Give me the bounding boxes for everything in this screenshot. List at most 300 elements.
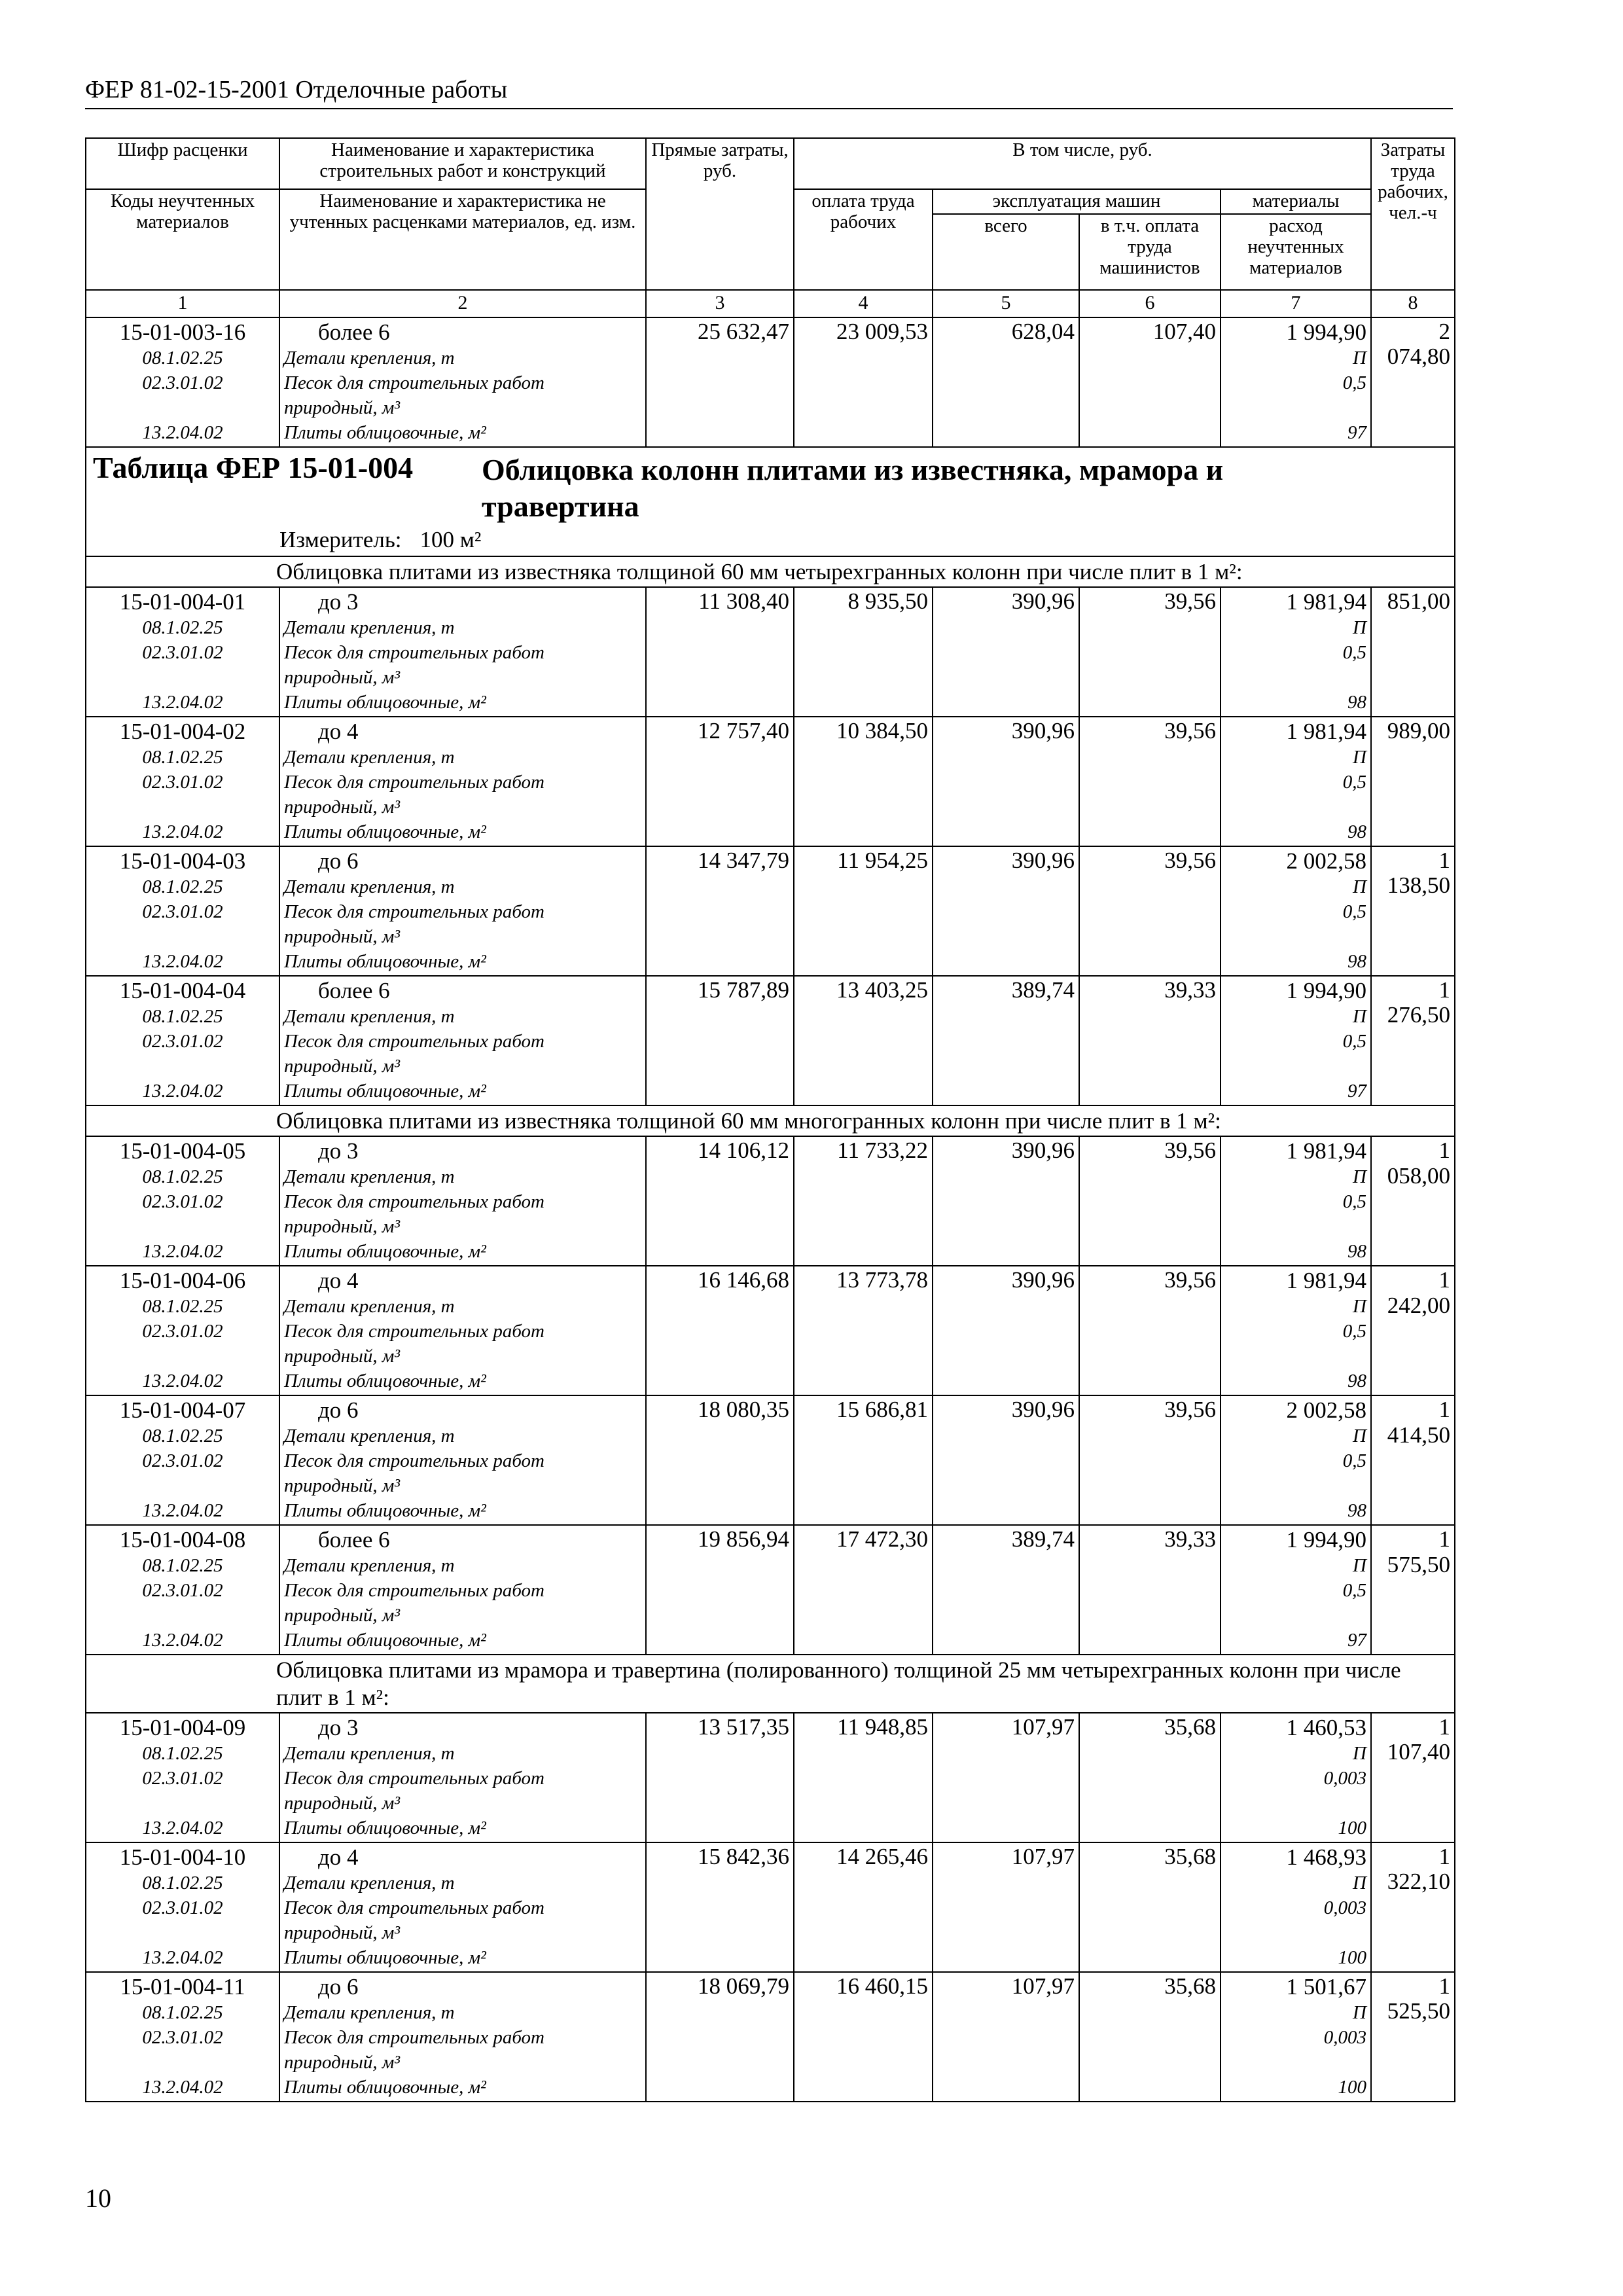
materials-cell (1221, 1972, 1371, 2102)
value-cell-labor: 11 948,85 (794, 1713, 933, 1842)
col2-bottom-header: Наименование и характеристика не учтенных расценками материалов, ед. изм. (279, 189, 646, 290)
value-cell-mach-total: 107,97 (933, 1842, 1079, 1972)
value-cell-mach-total: 390,96 (933, 717, 1079, 846)
rate-code: 15-01-004-05 (119, 1138, 246, 1164)
material-code: 08.1.02.25 (142, 1296, 223, 1318)
including-header: В том числе, руб. (794, 138, 1371, 189)
value-cell-labor: 14 265,46 (794, 1842, 933, 1972)
work-description: до 6 (318, 1397, 359, 1424)
material-name: природный, м³ (284, 1346, 401, 1367)
value-cell-labor: 11 954,25 (794, 846, 933, 976)
value-cell-mach-labor: 39,56 (1079, 1395, 1221, 1525)
materials-cell (1221, 1136, 1371, 1266)
work-description-cell (279, 1136, 646, 1266)
rate-code-cell (86, 1136, 279, 1266)
materials-value: 1 994,90 (1286, 977, 1366, 1003)
work-description: до 4 (318, 1268, 359, 1294)
rate-code-cell (86, 317, 279, 447)
rate-row (86, 976, 1455, 1105)
value-cell-mach-total: 107,97 (933, 1713, 1079, 1842)
labor-hours-value: 1 575,50 (1371, 1525, 1455, 1655)
material-qty: 97 (1347, 422, 1366, 443)
material-qty: П (1353, 1872, 1366, 1893)
material-name: природный, м³ (284, 1055, 401, 1077)
material-name: Детали крепления, т (284, 1005, 455, 1027)
value-cell-mach-labor: 39,33 (1079, 976, 1221, 1105)
material-qty: 0,003 (1323, 2026, 1366, 2048)
column-numbers-row (86, 290, 1455, 317)
value-cell-mach-total: 390,96 (933, 846, 1079, 976)
material-qty: 97 (1347, 1630, 1366, 1651)
material-name: природный, м³ (284, 1922, 401, 1943)
col2-top-header: Наименование и характеристика строительных работ и конструкций (279, 138, 646, 189)
material-qty: 0,5 (1342, 771, 1366, 793)
material-name: Детали крепления, т (284, 1555, 455, 1577)
work-description-cell (279, 717, 646, 846)
material-qty: 98 (1347, 1500, 1366, 1522)
value-cell-labor: 11 733,22 (794, 1136, 933, 1266)
unit-label: Измеритель: (279, 527, 402, 553)
work-description: до 6 (318, 1973, 359, 2000)
running-header: ФЕР 81-02-15-2001 Отделочные работы (85, 76, 508, 103)
rate-row (86, 1972, 1455, 2102)
work-description: до 3 (318, 1138, 359, 1164)
materials-cell (1221, 1525, 1371, 1655)
material-qty: 0,003 (1323, 1767, 1366, 1789)
material-name: природный, м³ (284, 925, 401, 947)
value-cell-labor: 23 009,53 (794, 317, 933, 447)
column-number: 8 (1371, 290, 1455, 317)
value-cell-direct: 15 787,89 (646, 976, 794, 1105)
material-name: Детали крепления, т (284, 1872, 455, 1893)
work-description-cell (279, 1266, 646, 1395)
material-code: 02.3.01.02 (142, 901, 223, 922)
rate-code: 15-01-004-11 (120, 1973, 245, 2000)
value-cell-mach-labor: 39,33 (1079, 1525, 1221, 1655)
work-description-cell (279, 1972, 646, 2102)
work-description: до 4 (318, 718, 359, 744)
value-cell-labor: 17 472,30 (794, 1525, 933, 1655)
material-name: Песок для строительных работ (284, 1580, 544, 1602)
material-code: 13.2.04.02 (142, 1817, 223, 1839)
material-code: 08.1.02.25 (142, 746, 223, 768)
work-description-cell (279, 317, 646, 447)
material-code: 13.2.04.02 (142, 2076, 223, 2098)
labor-hours-value: 1 276,50 (1371, 976, 1455, 1105)
material-name: Детали крепления, т (284, 2001, 455, 2023)
material-code: 02.3.01.02 (142, 372, 223, 393)
material-name: Песок для строительных работ (284, 1450, 544, 1472)
work-description-cell (279, 1713, 646, 1842)
value-cell-labor: 8 935,50 (794, 587, 933, 717)
material-name: Плиты облицовочные, м² (284, 1946, 486, 1968)
material-qty: П (1353, 2001, 1366, 2023)
column-number: 1 (86, 290, 279, 317)
unaccounted-materials-header: расход неучтенных материалов (1221, 214, 1371, 290)
materials-value: 1 981,94 (1286, 1268, 1366, 1294)
material-code: 08.1.02.25 (142, 2001, 223, 2023)
material-qty: П (1353, 617, 1366, 638)
material-name: Детали крепления, т (284, 1742, 455, 1764)
value-cell-labor: 10 384,50 (794, 717, 933, 846)
value-cell-direct: 25 632,47 (646, 317, 794, 447)
material-name: Песок для строительных работ (284, 771, 544, 793)
work-description: до 3 (318, 588, 359, 615)
material-qty: 98 (1347, 950, 1366, 972)
material-qty: П (1353, 1555, 1366, 1577)
labor-hours-value: 1 138,50 (1371, 846, 1455, 976)
materials-value: 1 981,94 (1286, 588, 1366, 615)
material-name: Песок для строительных работ (284, 901, 544, 922)
labor-hours-value: 851,00 (1371, 587, 1455, 717)
material-name: Плиты облицовочные, м² (284, 1080, 486, 1102)
table-description: Облицовка колонн плитами из известняка, мрамора и травертина (482, 452, 1224, 523)
rate-code: 15-01-004-03 (119, 848, 246, 874)
material-code: 13.2.04.02 (142, 1500, 223, 1522)
value-cell-direct: 19 856,94 (646, 1525, 794, 1655)
value-cell-labor: 13 403,25 (794, 976, 933, 1105)
rate-row (86, 317, 1455, 447)
rate-code: 15-01-004-07 (119, 1397, 246, 1424)
material-name: природный, м³ (284, 2051, 401, 2073)
materials-value: 2 002,58 (1286, 848, 1366, 874)
rate-row (86, 1525, 1455, 1655)
material-qty: П (1353, 1742, 1366, 1764)
work-description-cell (279, 976, 646, 1105)
material-name: природный, м³ (284, 666, 401, 688)
material-code: 02.3.01.02 (142, 1580, 223, 1602)
rate-row (86, 1395, 1455, 1525)
material-name: Плиты облицовочные, м² (284, 1630, 486, 1651)
section-row (86, 1655, 1455, 1713)
work-description: более 6 (318, 1527, 390, 1553)
labor-hours-value: 1 058,00 (1371, 1136, 1455, 1266)
value-cell-mach-total: 390,96 (933, 587, 1079, 717)
rate-code: 15-01-004-10 (119, 1844, 246, 1870)
material-name: природный, м³ (284, 796, 401, 817)
material-code: 13.2.04.02 (142, 1371, 223, 1392)
page-number: 10 (85, 2183, 111, 2213)
rate-code-cell (86, 1842, 279, 1972)
labor-hours-value: 1 322,10 (1371, 1842, 1455, 1972)
material-code: 08.1.02.25 (142, 1555, 223, 1577)
material-code: 08.1.02.25 (142, 1426, 223, 1447)
materials-value: 1 994,90 (1286, 1527, 1366, 1553)
material-qty: 0,5 (1342, 1321, 1366, 1342)
value-cell-direct: 18 069,79 (646, 1972, 794, 2102)
materials-cell (1221, 587, 1371, 717)
value-cell-mach-labor: 35,68 (1079, 1842, 1221, 1972)
labor-hours-header: Затраты труда рабочих, чел.-ч (1371, 138, 1455, 290)
material-name: Плиты облицовочные, м² (284, 950, 486, 972)
value-cell-mach-total: 389,74 (933, 976, 1079, 1105)
unit-value: 100 м² (419, 527, 482, 553)
value-cell-mach-total: 390,96 (933, 1266, 1079, 1395)
labor-hours-value: 1 525,50 (1371, 1972, 1455, 2102)
rate-code: 15-01-004-06 (119, 1268, 246, 1294)
rate-code-cell (86, 1266, 279, 1395)
value-cell-labor: 13 773,78 (794, 1266, 933, 1395)
material-code: 08.1.02.25 (142, 1872, 223, 1893)
rate-code: 15-01-004-01 (119, 588, 246, 615)
value-cell-labor: 15 686,81 (794, 1395, 933, 1525)
materials-value: 1 460,53 (1286, 1714, 1366, 1740)
material-name: Плиты облицовочные, м² (284, 1371, 486, 1392)
material-name: Детали крепления, т (284, 1296, 455, 1318)
work-description-cell (279, 1842, 646, 1972)
material-qty: 100 (1338, 1817, 1366, 1839)
rate-row (86, 1713, 1455, 1842)
materials-value: 1 468,93 (1286, 1844, 1366, 1870)
material-qty: 0,5 (1342, 1580, 1366, 1602)
materials-cell (1221, 1713, 1371, 1842)
col1-top-header: Шифр расценки (86, 138, 279, 189)
material-code: 08.1.02.25 (142, 876, 223, 897)
material-name: Песок для строительных работ (284, 1030, 544, 1052)
rate-row (86, 1842, 1455, 1972)
value-cell-mach-labor: 39,56 (1079, 717, 1221, 846)
value-cell-direct: 14 106,12 (646, 1136, 794, 1266)
material-name: природный, м³ (284, 397, 401, 418)
material-name: Детали крепления, т (284, 1166, 455, 1188)
section-row (86, 1105, 1455, 1136)
section-heading: Облицовка плитами из мрамора и травертина (полированного) толщиной 25 мм четырехгранных колонн при числе плит в 1 м²: (86, 1655, 1455, 1713)
material-code: 02.3.01.02 (142, 1191, 223, 1213)
materials-cell (1221, 1395, 1371, 1525)
material-qty: П (1353, 876, 1366, 897)
materials-value: 1 501,67 (1286, 1973, 1366, 2000)
material-code: 13.2.04.02 (142, 1946, 223, 1968)
table-number: Таблица ФЕР 15-01-004 (93, 450, 414, 484)
column-number: 6 (1079, 290, 1221, 317)
material-qty: П (1353, 1005, 1366, 1027)
machines-header: эксплуатация машин (933, 189, 1221, 214)
material-qty: П (1353, 746, 1366, 768)
material-code: 02.3.01.02 (142, 771, 223, 793)
value-cell-direct: 14 347,79 (646, 846, 794, 976)
material-qty: 0,003 (1323, 1897, 1366, 1918)
material-code: 02.3.01.02 (142, 1030, 223, 1052)
material-name: природный, м³ (284, 1792, 401, 1814)
labor-hours-value: 1 242,00 (1371, 1266, 1455, 1395)
material-name: Песок для строительных работ (284, 1191, 544, 1213)
column-number: 3 (646, 290, 794, 317)
work-description: до 4 (318, 1844, 359, 1870)
material-name: Детали крепления, т (284, 1426, 455, 1447)
rate-code-cell (86, 846, 279, 976)
materials-cell (1221, 1842, 1371, 1972)
material-qty: 0,5 (1342, 641, 1366, 663)
value-cell-mach-total: 390,96 (933, 1395, 1079, 1525)
material-qty: 0,5 (1342, 372, 1366, 393)
material-qty: 0,5 (1342, 901, 1366, 922)
material-qty: 97 (1347, 1080, 1366, 1102)
material-code: 13.2.04.02 (142, 821, 223, 842)
materials-cell (1221, 846, 1371, 976)
section-row (86, 556, 1455, 587)
material-qty: 0,5 (1342, 1191, 1366, 1213)
labor-hours-value: 1 414,50 (1371, 1395, 1455, 1525)
column-number: 4 (794, 290, 933, 317)
value-cell-mach-labor: 39,56 (1079, 1136, 1221, 1266)
work-description-cell (279, 846, 646, 976)
header-rule (85, 108, 1453, 109)
work-description: более 6 (318, 319, 390, 345)
value-cell-mach-labor: 35,68 (1079, 1972, 1221, 2102)
direct-costs-header: Прямые затраты, руб. (646, 138, 794, 290)
materials-cell (1221, 1266, 1371, 1395)
rate-code-cell (86, 587, 279, 717)
table-title-cell (86, 447, 1455, 556)
machines-total-header: всего (933, 214, 1079, 290)
material-name: Плиты облицовочные, м² (284, 691, 486, 713)
value-cell-mach-labor: 107,40 (1079, 317, 1221, 447)
material-code: 02.3.01.02 (142, 2026, 223, 2048)
material-qty: 100 (1338, 2076, 1366, 2098)
material-name: Детали крепления, т (284, 746, 455, 768)
work-description-cell (279, 587, 646, 717)
material-code: 02.3.01.02 (142, 1897, 223, 1918)
material-code: 13.2.04.02 (142, 1241, 223, 1263)
rate-row (86, 717, 1455, 846)
material-name: природный, м³ (284, 1216, 401, 1238)
material-qty: П (1353, 347, 1366, 368)
material-code: 02.3.01.02 (142, 1450, 223, 1472)
material-qty: 98 (1347, 1241, 1366, 1263)
value-cell-mach-total: 389,74 (933, 1525, 1079, 1655)
material-name: Песок для строительных работ (284, 641, 544, 663)
value-cell-mach-labor: 39,56 (1079, 587, 1221, 717)
value-cell-labor: 16 460,15 (794, 1972, 933, 2102)
material-code: 08.1.02.25 (142, 1005, 223, 1027)
material-qty: 100 (1338, 1946, 1366, 1968)
material-name: Плиты облицовочные, м² (284, 821, 486, 842)
rate-code: 15-01-004-08 (119, 1527, 246, 1553)
operator-pay-header: в т.ч. оплата труда машинистов (1079, 214, 1221, 290)
rate-code-cell (86, 1395, 279, 1525)
material-name: Детали крепления, т (284, 876, 455, 897)
work-description: более 6 (318, 977, 390, 1003)
material-code: 02.3.01.02 (142, 1767, 223, 1789)
material-qty: П (1353, 1166, 1366, 1188)
material-code: 13.2.04.02 (142, 950, 223, 972)
value-cell-mach-total: 390,96 (933, 1136, 1079, 1266)
column-number: 7 (1221, 290, 1371, 317)
section-heading: Облицовка плитами из известняка толщиной 60 мм многогранных колонн при числе плит в 1 м²: (86, 1105, 1455, 1136)
value-cell-direct: 18 080,35 (646, 1395, 794, 1525)
rate-code: 15-01-004-09 (119, 1714, 246, 1740)
material-qty: 0,5 (1342, 1450, 1366, 1472)
column-number: 5 (933, 290, 1079, 317)
col1-bottom-header: Коды неучтенных материалов (86, 189, 279, 290)
value-cell-mach-total: 628,04 (933, 317, 1079, 447)
material-name: природный, м³ (284, 1475, 401, 1497)
material-name: Песок для строительных работ (284, 372, 544, 393)
section-heading: Облицовка плитами из известняка толщиной 60 мм четырехгранных колонн при числе плит в 1 м²: (86, 556, 1455, 587)
rate-code-cell (86, 717, 279, 846)
material-code: 08.1.02.25 (142, 1166, 223, 1188)
materials-cell (1221, 717, 1371, 846)
value-cell-direct: 11 308,40 (646, 587, 794, 717)
value-cell-mach-labor: 39,56 (1079, 1266, 1221, 1395)
material-qty: 98 (1347, 691, 1366, 713)
materials-cell (1221, 976, 1371, 1105)
material-code: 08.1.02.25 (142, 347, 223, 368)
column-number: 2 (279, 290, 646, 317)
value-cell-mach-labor: 35,68 (1079, 1713, 1221, 1842)
value-cell-direct: 16 146,68 (646, 1266, 794, 1395)
material-code: 13.2.04.02 (142, 691, 223, 713)
material-name: Плиты облицовочные, м² (284, 2076, 486, 2098)
labor-pay-header: оплата труда рабочих (794, 189, 933, 290)
materials-value: 1 981,94 (1286, 1138, 1366, 1164)
material-name: Плиты облицовочные, м² (284, 1500, 486, 1522)
rate-row (86, 1266, 1455, 1395)
material-name: Плиты облицовочные, м² (284, 422, 486, 443)
work-description-cell (279, 1525, 646, 1655)
material-code: 13.2.04.02 (142, 1080, 223, 1102)
material-name: Песок для строительных работ (284, 1897, 544, 1918)
rate-code-cell (86, 1972, 279, 2102)
work-description: до 3 (318, 1714, 359, 1740)
rate-row (86, 587, 1455, 717)
value-cell-mach-labor: 39,56 (1079, 846, 1221, 976)
work-description-cell (279, 1395, 646, 1525)
rate-code: 15-01-004-02 (119, 718, 246, 744)
materials-value: 2 002,58 (1286, 1397, 1366, 1424)
material-code: 02.3.01.02 (142, 1321, 223, 1342)
material-qty: 98 (1347, 1371, 1366, 1392)
labor-hours-value: 1 107,40 (1371, 1713, 1455, 1842)
material-name: Детали крепления, т (284, 617, 455, 638)
rate-code-cell (86, 1525, 279, 1655)
material-code: 02.3.01.02 (142, 641, 223, 663)
table-title-row (86, 447, 1455, 556)
value-cell-mach-total: 107,97 (933, 1972, 1079, 2102)
materials-value: 1 994,90 (1286, 319, 1366, 345)
materials-header: материалы (1221, 189, 1371, 214)
table-title (93, 452, 1448, 525)
materials-cell (1221, 317, 1371, 447)
material-qty: 0,5 (1342, 1030, 1366, 1052)
value-cell-direct: 12 757,40 (646, 717, 794, 846)
materials-value: 1 981,94 (1286, 718, 1366, 744)
material-qty: П (1353, 1426, 1366, 1447)
rate-code: 15-01-003-16 (119, 319, 246, 345)
material-qty: П (1353, 1296, 1366, 1318)
material-name: природный, м³ (284, 1605, 401, 1626)
labor-hours-value: 989,00 (1371, 717, 1455, 846)
rate-code: 15-01-004-04 (119, 977, 246, 1003)
unit-line (93, 528, 1448, 553)
material-name: Песок для строительных работ (284, 1321, 544, 1342)
material-code: 13.2.04.02 (142, 1630, 223, 1651)
value-cell-direct: 15 842,36 (646, 1842, 794, 1972)
material-name: Песок для строительных работ (284, 1767, 544, 1789)
labor-hours-value: 2 074,80 (1371, 317, 1455, 447)
rates-table (85, 137, 1455, 2102)
material-name: Детали крепления, т (284, 347, 455, 368)
rate-row (86, 1136, 1455, 1266)
material-name: Песок для строительных работ (284, 2026, 544, 2048)
material-code: 08.1.02.25 (142, 1742, 223, 1764)
rate-code-cell (86, 1713, 279, 1842)
value-cell-direct: 13 517,35 (646, 1713, 794, 1842)
material-code: 08.1.02.25 (142, 617, 223, 638)
rate-row (86, 846, 1455, 976)
material-name: Плиты облицовочные, м² (284, 1817, 486, 1839)
material-qty: 98 (1347, 821, 1366, 842)
